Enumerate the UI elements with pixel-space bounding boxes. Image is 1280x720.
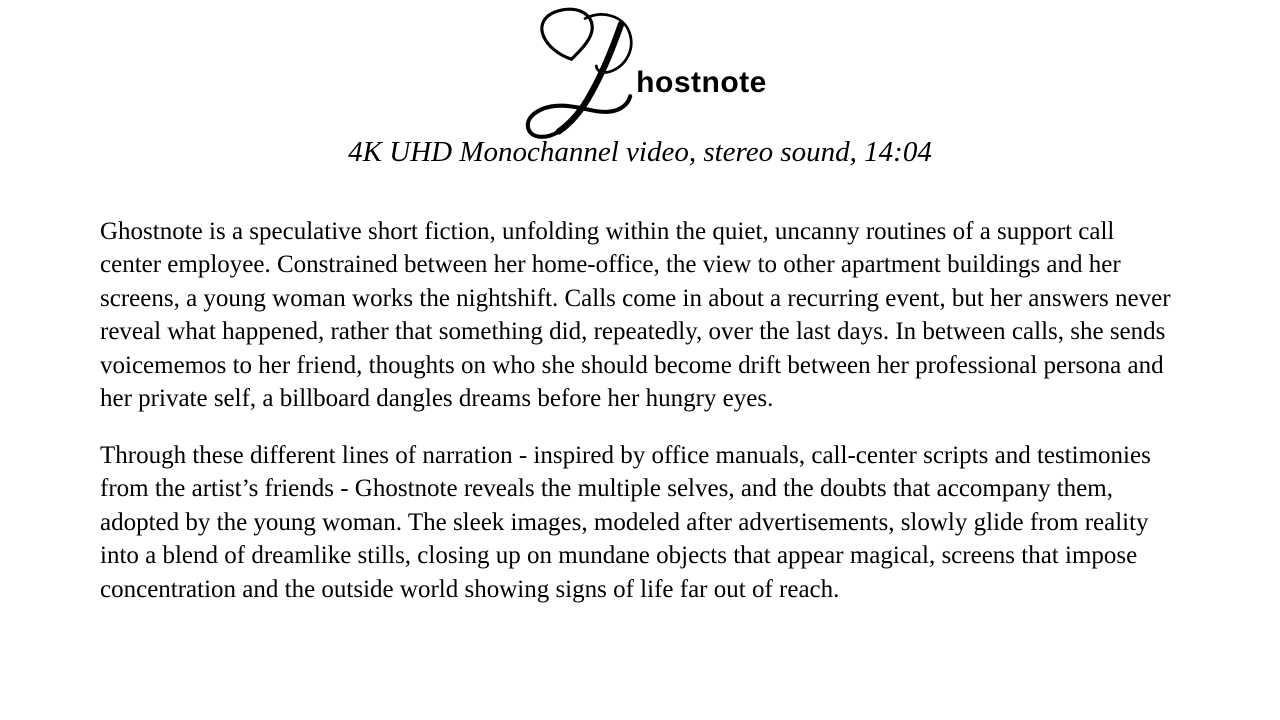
synopsis-paragraph-2: Through these different lines of narration - inspired by office manuals, call-center scripts and testimonies from the artist’s friends - Ghostnote reveals the multiple selves, and the doubts that accompany them, adopted by the young woman. The sleek images, modeled after advertisements, slowly glide from reality into a blend of dreamlike stills, closing up on mundane objects that appear magical, screens that impose concentration and the outside world showing signs of life far out of reach. [100,441,1151,603]
synopsis [100,215,1180,607]
script-g-icon [513,5,648,145]
logo [0,0,1280,147]
synopsis-paragraph-1: Ghostnote is a speculative short fiction, unfolding within the quiet, uncanny routines of a support call center employee. Constrained between her home-office, the view to other apartment buildings and her screens, a young woman works the nightshift. Calls come in about a recurring event, but her answers never reveal what happened, rather that something did, repeatedly, over the last days. In between calls, she sends voicememos to her friend, thoughts on who she should become drift between her professional persona and her private self, a billboard dangles dreams before her hungry eyes. [100,217,1171,413]
work-subtitle: 4K UHD Monochannel video, stereo sound, 14:04 [348,136,932,168]
logo-wordmark: hostnote [636,66,767,99]
